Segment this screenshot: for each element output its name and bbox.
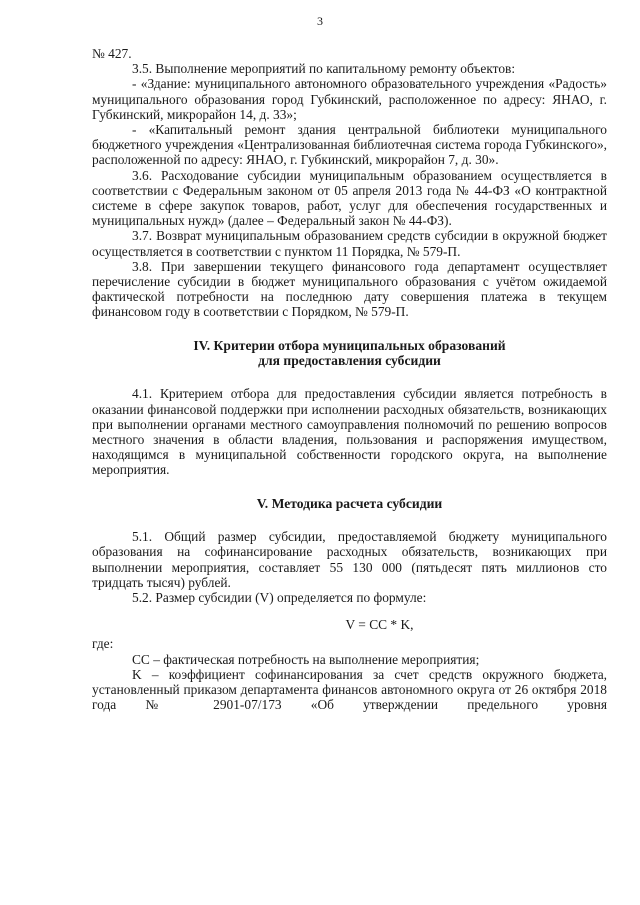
paragraph-3-8: 3.8. При завершении текущего финансового года департамент осуществляет перечисление субсидии в бюджет муниципального образования с учётом ожидаемой фактической потребности на последнюю дату совершения платежа в текущем финансовом году в соответствии с Порядком, № 579-П.	[92, 258, 607, 320]
where-label: где:	[92, 636, 114, 652]
paragraph-3-5: 3.5. Выполнение мероприятий по капитальному ремонту объектов:	[132, 61, 516, 77]
paragraph-5-2: 5.2. Размер субсидии (V) определяется по формуле:	[132, 589, 427, 605]
paragraph-3-6: 3.6. Расходование субсидии муниципальным образованием осуществляется в соответствии с Федеральным законом от 05 апреля 2013 года № 44-ФЗ «О контрактной системе в сфере закупок товаров, работ, услуг для обеспечения государственных и муниципальных нужд» (далее – Федеральный закон № 44-ФЗ).	[92, 167, 607, 229]
definition-k: K – коэффициент софинансирования за счет средств окружного бюджета, установленный приказом департамента финансов автономного округа от 26 октября 2018 года № 2901-07/173 «Об утверждении предельного уровня	[92, 666, 607, 713]
formula: V = CC * K,	[345, 617, 414, 633]
section-4-heading-line-1: IV. Критерии отбора муниципальных образований	[193, 337, 506, 353]
paragraph-3-7: 3.7. Возврат муниципальным образованием средств субсидии в окружной бюджет осуществляется в соответствии с пунктом 11 Порядка, № 579-П.	[92, 228, 607, 259]
paragraph-3-5-item-1: - «Здание: муниципального автономного образовательного учреждения «Радость» муниципального образования город Губкинский, расположенное по адресу: ЯНАО, г. Губкинский, микрорайон 14, д. 33»;	[92, 76, 607, 122]
section-5-heading: V. Методика расчета субсидии	[256, 495, 443, 511]
continuation-text: № 427.	[92, 46, 132, 61]
paragraph-3-5-item-2: - «Капитальный ремонт здания центральной библиотеки муниципального бюджетного учреждения «Централизованная библиотечная система города Губкинского», расположенной по адресу: ЯНАО, г. Губкинский, микрорайон 7, д. 30».	[92, 122, 607, 168]
paragraph-4-1: 4.1. Критерием отбора для предоставления субсидии является потребность в оказании финансовой поддержки при исполнении расходных обязательств, возникающих при выполнении органами местного самоуправления полномочий по решению вопросов местного значения в области владения, пользования и распоряжения имуществом, находящимся в муниципальной собственности городского округа, на выполнение мероприятия.	[92, 386, 607, 478]
section-4-heading-line-2: для предоставления субсидии	[258, 353, 441, 369]
page-number: 3	[317, 14, 323, 28]
definition-cc: CC – фактическая потребность на выполнение мероприятия;	[132, 651, 480, 667]
paragraph-5-1: 5.1. Общий размер субсидии, предоставляемой бюджету муниципального образования на софинансирование расходных обязательств, возникающих при выполнении мероприятия, составляет 55 130 000 (пятьдесят пять миллионов сто тридцать тысяч) рублей.	[92, 529, 607, 590]
document-body	[92, 46, 607, 712]
